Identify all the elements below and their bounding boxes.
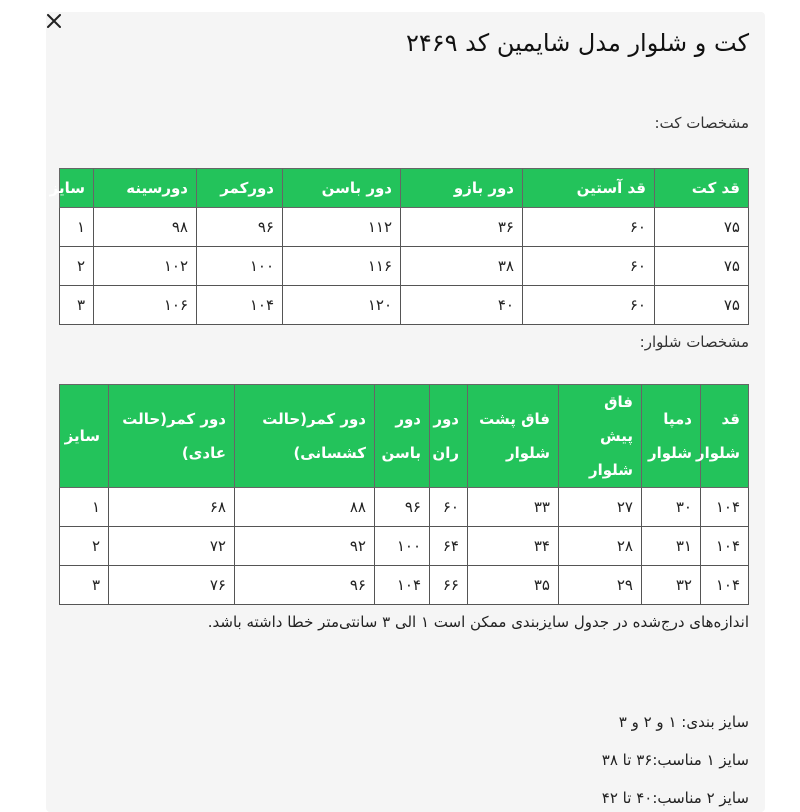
column-header: دور بازو <box>401 169 523 208</box>
jacket-size-table <box>49 168 749 325</box>
column-header: قد آستین <box>523 169 655 208</box>
table-row <box>60 527 749 566</box>
product-title: کت و شلوار مدل شایمین کد ۲۴۶۹ <box>405 29 749 57</box>
table-cell: ۱۲۰ <box>283 286 401 325</box>
table-cell: ۹۶ <box>235 566 375 605</box>
table-cell: ۶۴ <box>430 527 468 566</box>
table-cell: ۳۳ <box>468 488 559 527</box>
table-cell: ۹۲ <box>235 527 375 566</box>
table-cell: ۷۵ <box>655 286 749 325</box>
table-cell: ۱ <box>60 208 94 247</box>
column-header: دور ران <box>430 385 468 488</box>
table-cell: ۷۵ <box>655 247 749 286</box>
table-cell: ۱ <box>60 488 109 527</box>
pants-specs-label: مشخصات شلوار: <box>639 333 749 351</box>
table-cell: ۸۸ <box>235 488 375 527</box>
table-cell: ۳ <box>60 566 109 605</box>
column-header: دور باسن <box>283 169 401 208</box>
table-cell: ۱۰۰ <box>197 247 283 286</box>
table-cell: ۲۷ <box>559 488 642 527</box>
size-2-fit-text: سایز ۲ مناسب:۴۰ تا ۴۲ <box>601 789 749 807</box>
table-cell: ۲۹ <box>559 566 642 605</box>
column-header: سایز <box>60 385 109 488</box>
close-icon <box>47 14 61 28</box>
column-header: دور کمر(حالت عادی) <box>109 385 235 488</box>
table-cell: ۶۶ <box>430 566 468 605</box>
size-tolerance-note: اندازه‌های درج‌شده در جدول سایزبندی ممکن است ۱ الی ۳ سانتی‌متر خطا داشته باشد. <box>207 613 749 631</box>
table-cell: ۶۰ <box>523 247 655 286</box>
table-cell: ۶۸ <box>109 488 235 527</box>
table-row <box>60 488 749 527</box>
table-row <box>60 247 749 286</box>
column-header: دمپا شلوار <box>642 385 701 488</box>
table-cell: ۳۴ <box>468 527 559 566</box>
column-header: سایز <box>60 169 94 208</box>
table-cell: ۱۱۲ <box>283 208 401 247</box>
column-header: فاق پشت شلوار <box>468 385 559 488</box>
table-cell: ۲ <box>60 247 94 286</box>
table-cell: ۶۰ <box>430 488 468 527</box>
close-button[interactable] <box>32 6 76 36</box>
column-header: قد شلوار <box>701 385 749 488</box>
table-cell: ۷۵ <box>655 208 749 247</box>
column-header: دورکمر <box>197 169 283 208</box>
jacket-specs-label: مشخصات کت: <box>654 114 749 132</box>
column-header: دور کمر(حالت کشسانی) <box>235 385 375 488</box>
table-cell: ۹۶ <box>197 208 283 247</box>
table-cell: ۱۰۴ <box>701 527 749 566</box>
table-cell: ۳۱ <box>642 527 701 566</box>
product-details-panel <box>46 12 765 812</box>
size-1-fit-text: سایز ۱ مناسب:۳۶ تا ۳۸ <box>601 751 749 769</box>
table-cell: ۳۸ <box>401 247 523 286</box>
column-header: دور باسن <box>375 385 430 488</box>
pants-size-table <box>59 384 749 605</box>
table-cell: ۹۶ <box>375 488 430 527</box>
table-header-row <box>60 169 749 208</box>
table-cell: ۹۸ <box>94 208 197 247</box>
table-cell: ۳۲ <box>642 566 701 605</box>
column-header: فاق پیش شلوار <box>559 385 642 488</box>
table-row <box>60 208 749 247</box>
table-cell: ۱۰۴ <box>197 286 283 325</box>
table-cell: ۷۲ <box>109 527 235 566</box>
table-row <box>60 286 749 325</box>
table-cell: ۱۰۴ <box>375 566 430 605</box>
table-cell: ۶۰ <box>523 286 655 325</box>
table-cell: ۱۰۰ <box>375 527 430 566</box>
column-header: قد کت <box>655 169 749 208</box>
column-header: دورسینه <box>94 169 197 208</box>
table-cell: ۶۰ <box>523 208 655 247</box>
table-cell: ۲ <box>60 527 109 566</box>
table-cell: ۳ <box>60 286 94 325</box>
table-cell: ۳۵ <box>468 566 559 605</box>
table-cell: ۳۶ <box>401 208 523 247</box>
table-header-row <box>60 385 749 488</box>
table-cell: ۷۶ <box>109 566 235 605</box>
table-cell: ۴۰ <box>401 286 523 325</box>
table-cell: ۳۰ <box>642 488 701 527</box>
table-cell: ۱۰۲ <box>94 247 197 286</box>
size-range-text: سایز بندی: ۱ و ۲ و ۳ <box>618 713 749 731</box>
table-cell: ۱۰۴ <box>701 488 749 527</box>
table-row <box>60 566 749 605</box>
table-cell: ۱۰۶ <box>94 286 197 325</box>
table-cell: ۱۰۴ <box>701 566 749 605</box>
table-cell: ۲۸ <box>559 527 642 566</box>
table-cell: ۱۱۶ <box>283 247 401 286</box>
